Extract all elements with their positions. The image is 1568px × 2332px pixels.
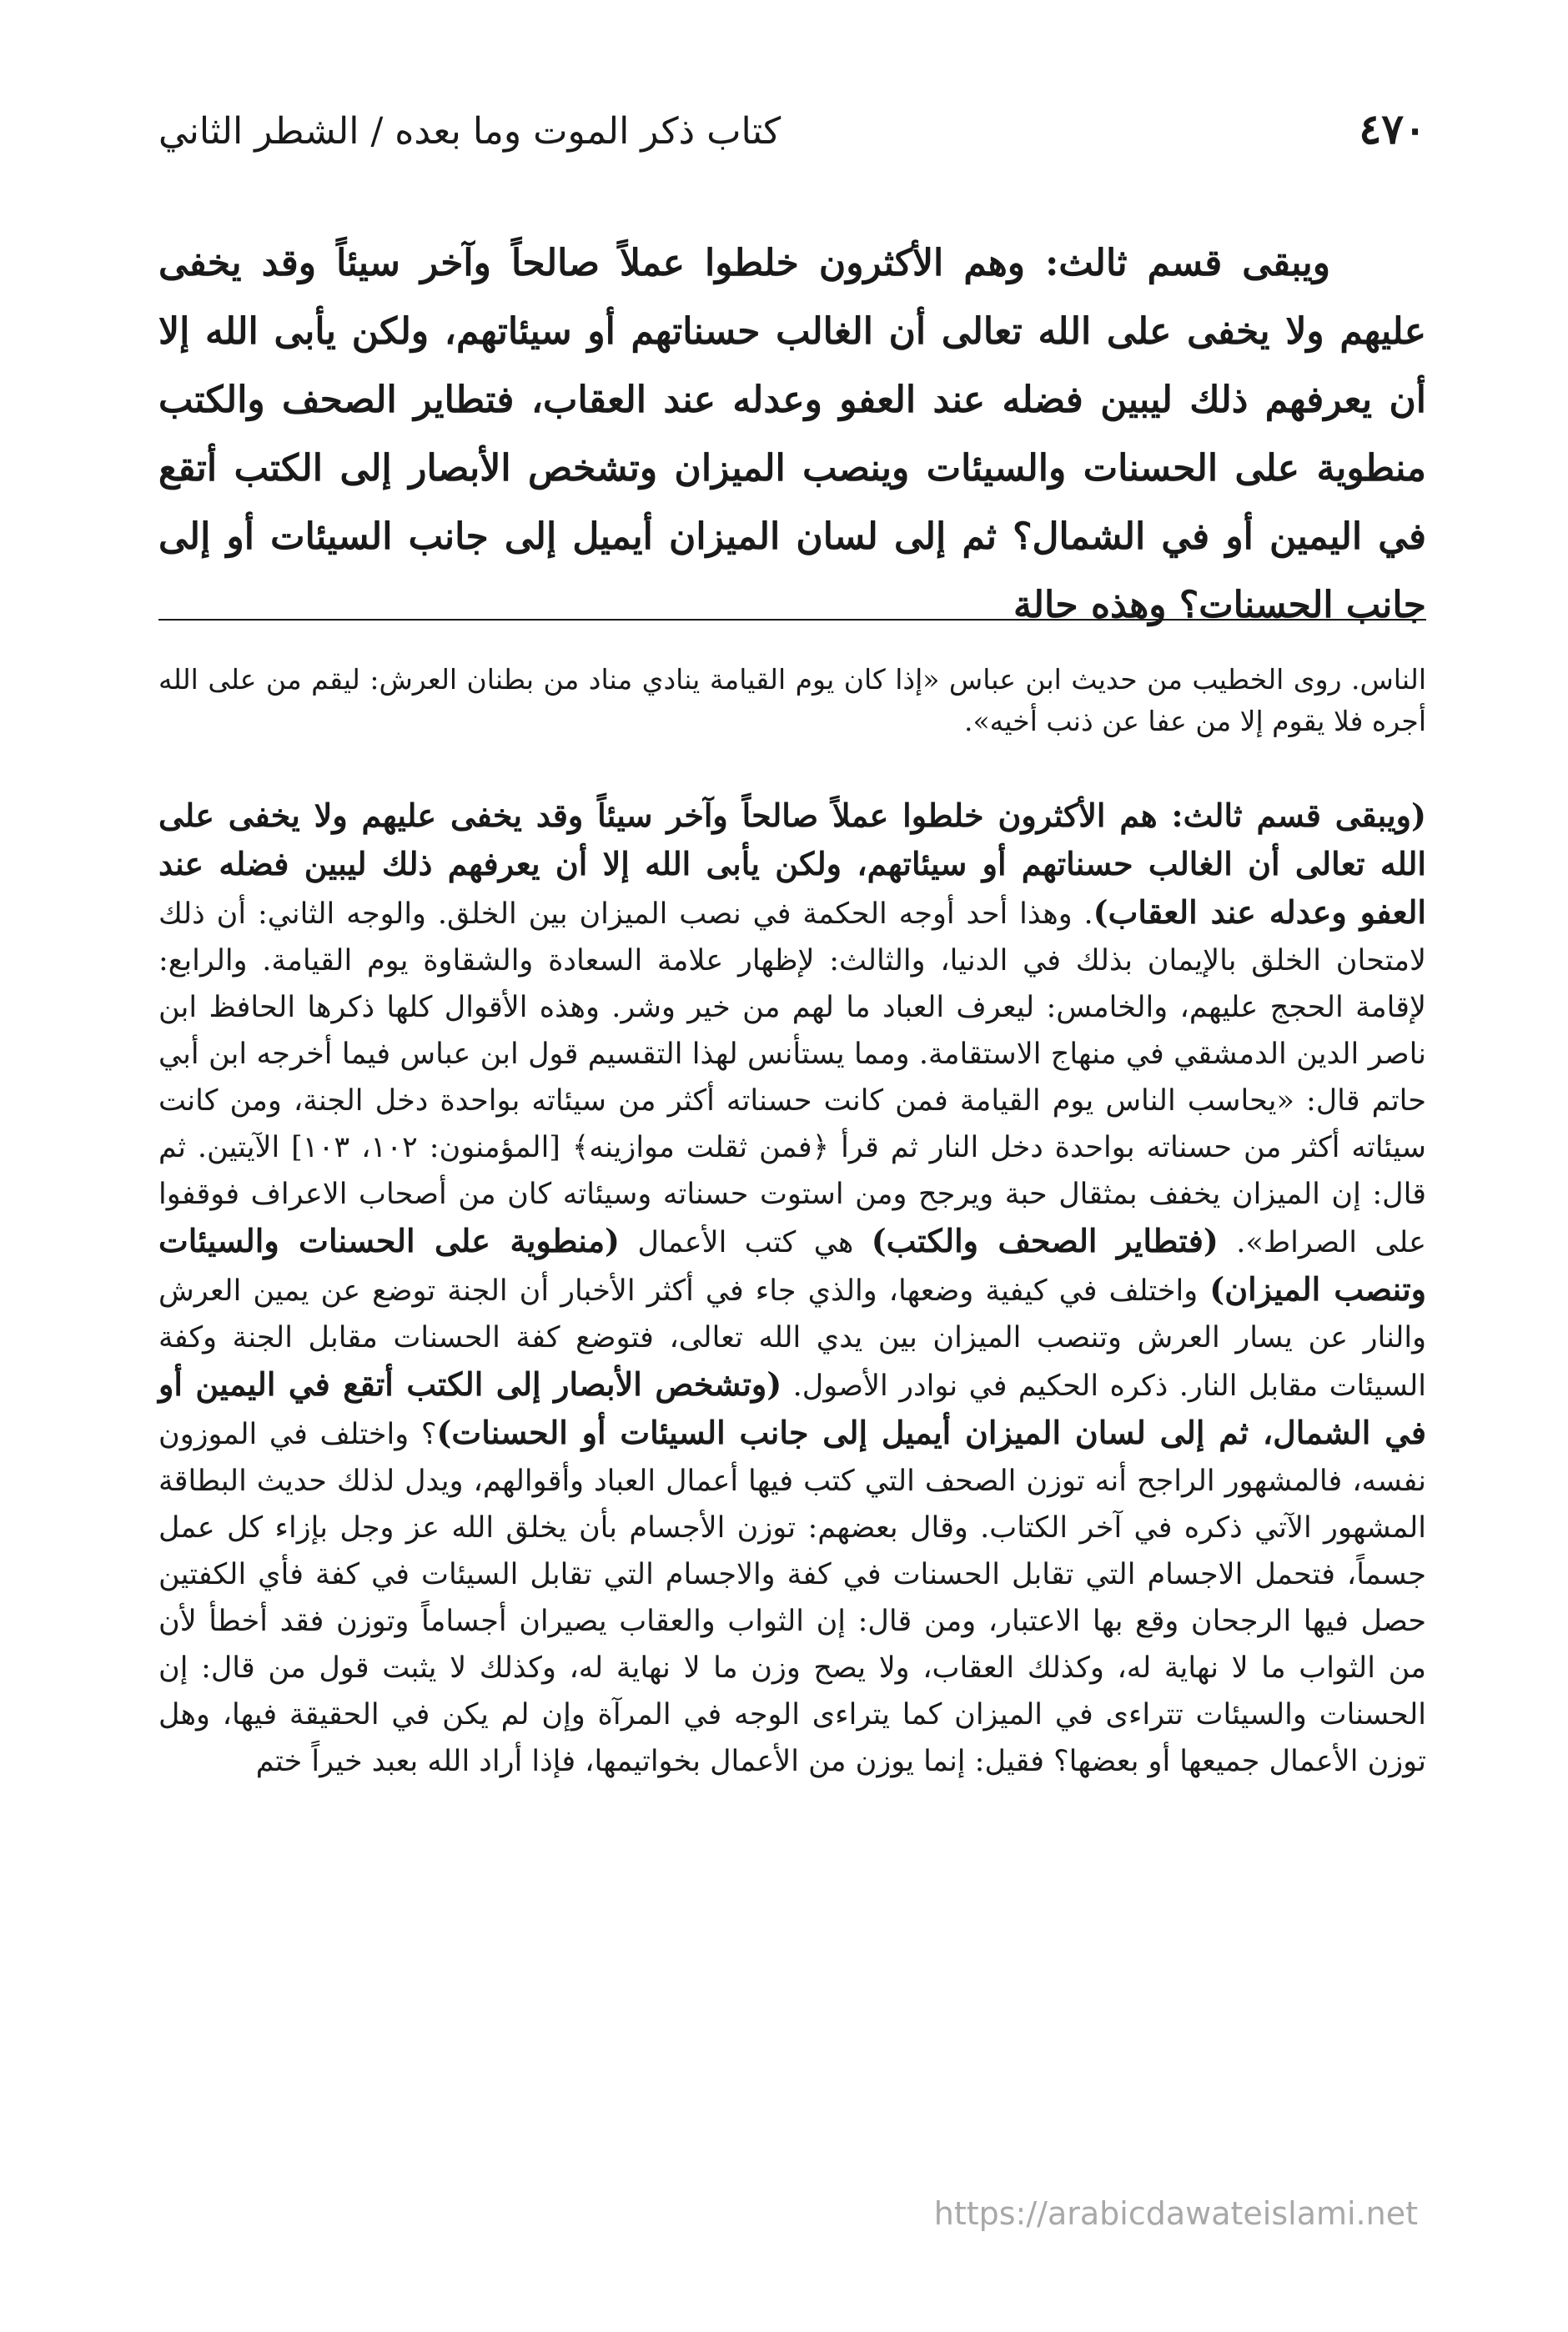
source-watermark: https://arabicdawateislami.net — [933, 2195, 1418, 2232]
main-text-paragraph: ويبقى قسم ثالث: وهم الأكثرون خلطوا عملاً صالحاً وآخر سيئاً وقد يخفى عليهم ولا يخفى على الله تعالى أن الغالب حسناتهم أو سيئاتهم، ولكن يأبى الله إلا أن يعرفهم ذلك ليبين فضله عند العفو وعدله عند العقاب، فتطاير الصحف والكتب منطوية على الحسنات والسيئات وينصب الميزان وتشخص الأبصار إلى الكتب أتقع في اليمين أو في الشمال؟ ثم إلى لسان الميزان أيميل إلى جانب السيئات أو إلى جانب الحسنات؟ وهذه حالة — [158, 242, 1426, 626]
commentary — [158, 792, 1426, 1785]
commentary-text: . وهذا أحد أوجه الحكمة في نصب الميزان بين الخلق. والوجه الثاني: أن ذلك لامتحان الخلق بالإيمان بذلك في الدنيا، والثالث: لإظهار علامة السعادة والشقاوة يوم القيامة. والرابع: لإقامة الحجج عليهم، والخامس: ليعرف العباد ما لهم من خير وشر. وهذه الأقوال كلها ذكرها الحافظ ابن ناصر الدين الدمشقي في منهاج الاستقامة. ومما يستأنس لهذا التقسيم قول ابن عباس فيما أخرجه ابن أبي حاتم قال: «يحاسب الناس يوم القيامة فمن كانت حسناته أكثر من سيئاته بواحدة دخل الجنة، ومن كانت سيئاته أكثر من حسناته بواحدة دخل النار ثم قرأ ﴿فمن ثقلت موازينه﴾ [المؤمنون: ١٠٢، ١٠٣] الآيتين. ثم قال: إن الميزان يخفف بمثقال حبة ويرجح ومن استوت حسناته وسيئاته كان من أصحاب الاعراف فوقفوا على الصراط». — [158, 897, 1427, 1259]
footnote-separator — [158, 619, 1426, 621]
commentary-text: هي كتب الأعمال — [620, 1226, 872, 1259]
running-title: كتاب ذكر الموت وما بعده / الشطر الثاني — [158, 110, 781, 153]
commentary-text: ؟ واختلف في الموزون نفسه، فالمشهور الراجح أنه توزن الصحف التي كتب فيها أعمال العباد وأقوالهم، ويدل لذلك حديث البطاقة المشهور الآتي ذكره في آخر الكتاب. وقال بعضهم: توزن الأجسام بأن يخلق الله عز وجل بإزاء كل عمل جسماً، فتحمل الاجسام التي تقابل الحسنات في كفة والاجسام التي تقابل السيئات في كفة فأي الكفتين حصل فيها الرجحان وقع بها الاعتبار، ومن قال: إن الثواب والعقاب يصيران أجساماً وتوزن فقد أخطأ لأن من الثواب ما لا نهاية له، وكذلك العقاب، ولا يصح وزن ما لا نهاية له، وكذلك لا يثبت قول من قال: إن الحسنات والسيئات تتراءى في الميزان كما يتراءى الوجه في المرآة وإن لم يكن في الحقيقة فيها، وهل توزن الأعمال جميعها أو بعضها؟ فقيل: إنما يوزن من الأعمال بخواتيمها، فإذا أراد الله بعبد خيراً ختم — [158, 1418, 1426, 1778]
page-header — [158, 104, 1426, 153]
footnote — [158, 659, 1426, 742]
commentary-quote: (منطوية على الحسنات والسيئات وتنصب الميزان) — [158, 1222, 1426, 1308]
commentary-quote: (وتشخص الأبصار إلى الكتب أتقع في اليمين أو في الشمال، ثم إلى لسان الميزان أيميل إلى جانب السيئات أو الحسنات) — [158, 1365, 1426, 1451]
commentary-quote: (ويبقى قسم ثالث: هم الأكثرون خلطوا عملاً صالحاً وآخر سيئاً وقد يخفى عليهم ولا يخفى على الله تعالى أن الغالب حسناتهم أو سيئاتهم، ولكن يأبى الله إلا أن يعرفهم ذلك ليبين فضله عند العفو وعدله عند العقاب) — [158, 797, 1426, 931]
commentary-paragraph — [158, 792, 1426, 1785]
footnote-paragraph: الناس. روى الخطيب من حديث ابن عباس «إذا كان يوم القيامة ينادي مناد من بطنان العرش: ليقم من على الله أجره فلا يقوم إلا من عفا عن ذنب أخيه». — [158, 663, 1426, 737]
main-text — [158, 229, 1426, 640]
commentary-text: واختلف في كيفية وضعها، والذي جاء في أكثر الأخبار أن الجنة توضع عن يمين العرش والنار عن يسار العرش وتنصب الميزان بين يدي الله تعالى، فتوضع كفة الحسنات مقابل الجنة وكفة السيئات مقابل النار. ذكره الحكيم في نوادر الأصول. — [158, 1274, 1426, 1403]
page-number: ٤٧٠ — [1359, 104, 1426, 153]
commentary-quote: (فتطاير الصحف والكتب) — [871, 1222, 1219, 1259]
